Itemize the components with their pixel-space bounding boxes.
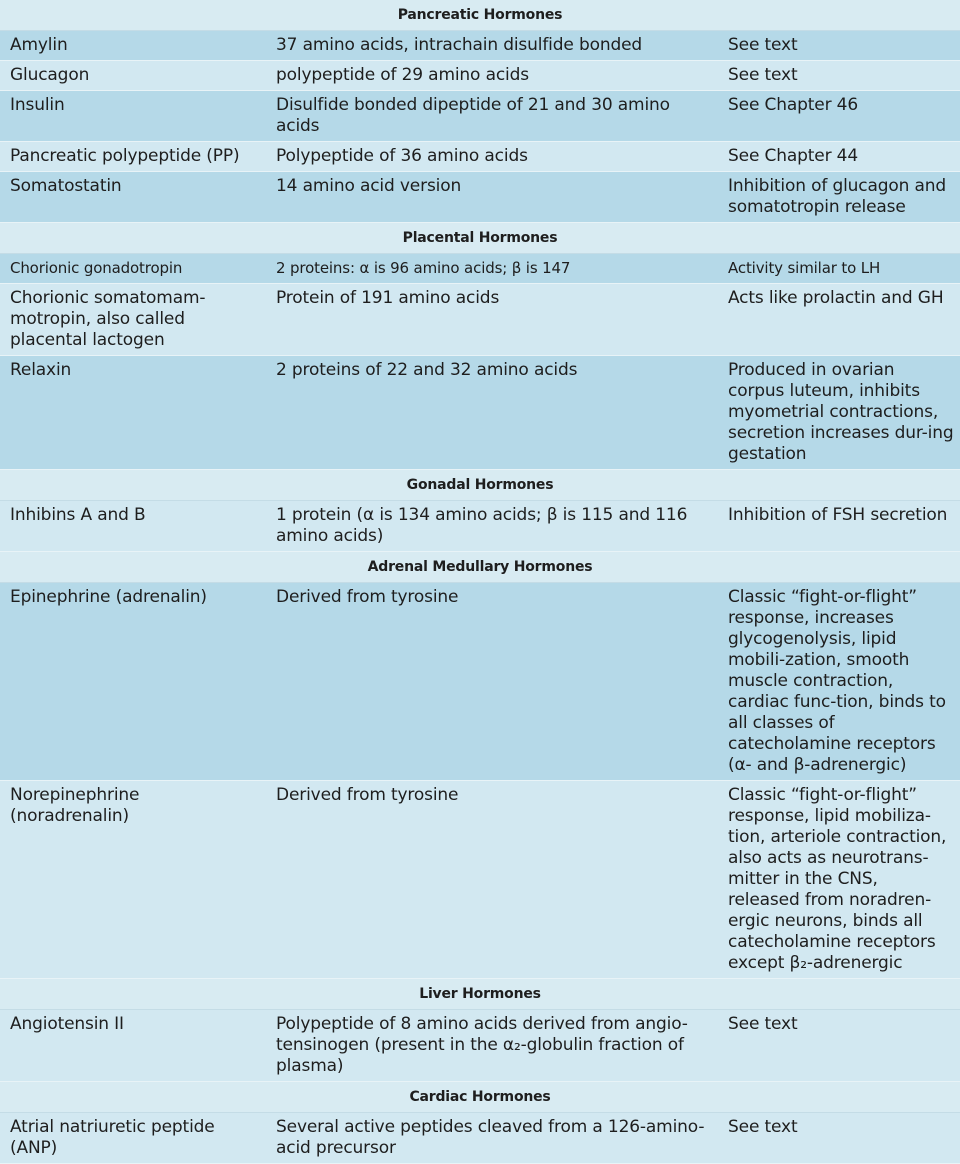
hormone-name: Chorionic gonadotropin (0, 254, 266, 284)
section-title: Pancreatic Hormones (0, 0, 960, 31)
hormone-structure: Several active peptides cleaved from a 126-amino-acid precursor (266, 1113, 718, 1164)
table-row (0, 356, 960, 470)
hormone-name: Amylin (0, 31, 266, 61)
hormone-structure: polypeptide of 29 amino acids (266, 61, 718, 91)
section-header (0, 552, 960, 583)
table-row (0, 91, 960, 142)
hormone-name: Atrial natriuretic peptide (ANP) (0, 1113, 266, 1164)
hormone-functions: See Chapter 46 (718, 91, 960, 142)
hormone-structure: Derived from tyrosine (266, 781, 718, 979)
hormone-name: Pancreatic polypeptide (PP) (0, 142, 266, 172)
hormone-structure: Protein of 191 amino acids (266, 284, 718, 356)
hormone-functions: Acts like prolactin and GH (718, 284, 960, 356)
table-row (0, 1010, 960, 1082)
hormone-name: Angiotensin II (0, 1010, 266, 1082)
hormone-functions: See text (718, 61, 960, 91)
hormone-structure: Polypeptide of 36 amino acids (266, 142, 718, 172)
hormone-functions: Activity similar to LH (718, 254, 960, 284)
hormone-functions: Classic “fight-or-flight” response, lipid mobiliza-tion, arteriole contraction, also acts as neurotrans-mitter in the CNS, released from noradren-ergic neurons, binds all catecholamine receptors except β₂-adrenergic (718, 781, 960, 979)
hormone-structure: 2 proteins: α is 96 amino acids; β is 147 (266, 254, 718, 284)
hormone-structure: Disulfide bonded dipeptide of 21 and 30 amino acids (266, 91, 718, 142)
section-title: Adrenal Medullary Hormones (0, 552, 960, 583)
section-title: Liver Hormones (0, 979, 960, 1010)
table-row (0, 254, 960, 284)
hormone-name: Glucagon (0, 61, 266, 91)
hormone-functions: See text (718, 1113, 960, 1164)
table-row (0, 31, 960, 61)
hormone-functions: See text (718, 1010, 960, 1082)
table-row (0, 172, 960, 223)
hormone-name: Insulin (0, 91, 266, 142)
hormone-functions: See text (718, 31, 960, 61)
hormone-name: Epinephrine (adrenalin) (0, 583, 266, 781)
hormone-name: Norepinephrine (noradrenalin) (0, 781, 266, 979)
table-row (0, 1113, 960, 1164)
hormone-name: Relaxin (0, 356, 266, 470)
hormone-name: Chorionic somatomam-motropin, also called placental lactogen (0, 284, 266, 356)
hormone-functions: Inhibition of FSH secretion (718, 501, 960, 552)
table-row (0, 583, 960, 781)
hormone-structure: 14 amino acid version (266, 172, 718, 223)
section-header (0, 1082, 960, 1113)
hormone-functions: See Chapter 44 (718, 142, 960, 172)
section-title: Gonadal Hormones (0, 470, 960, 501)
hormone-functions: Inhibition of glucagon and somatotropin release (718, 172, 960, 223)
section-header (0, 979, 960, 1010)
section-header (0, 223, 960, 254)
hormone-structure: 1 protein (α is 134 amino acids; β is 115 and 116 amino acids) (266, 501, 718, 552)
table-row (0, 142, 960, 172)
table-row (0, 781, 960, 979)
section-title: Cardiac Hormones (0, 1082, 960, 1113)
hormone-structure: Polypeptide of 8 amino acids derived from angio-tensinogen (present in the α₂-globulin fraction of plasma) (266, 1010, 718, 1082)
hormone-name: Inhibins A and B (0, 501, 266, 552)
hormone-structure: 37 amino acids, intrachain disulfide bonded (266, 31, 718, 61)
table-row (0, 284, 960, 356)
section-title: Placental Hormones (0, 223, 960, 254)
table-row (0, 61, 960, 91)
table-row (0, 501, 960, 552)
hormone-functions: Produced in ovarian corpus luteum, inhibits myometrial contractions, secretion increases dur-ing gestation (718, 356, 960, 470)
hormone-structure: 2 proteins of 22 and 32 amino acids (266, 356, 718, 470)
hormone-structure: Derived from tyrosine (266, 583, 718, 781)
hormone-functions: Classic “fight-or-flight” response, increases glycogenolysis, lipid mobili-zation, smooth muscle contraction, cardiac func-tion, binds to all classes of catecholamine receptors (α- and β-adrenergic) (718, 583, 960, 781)
section-header (0, 470, 960, 501)
hormone-name: Somatostatin (0, 172, 266, 223)
section-header (0, 0, 960, 31)
